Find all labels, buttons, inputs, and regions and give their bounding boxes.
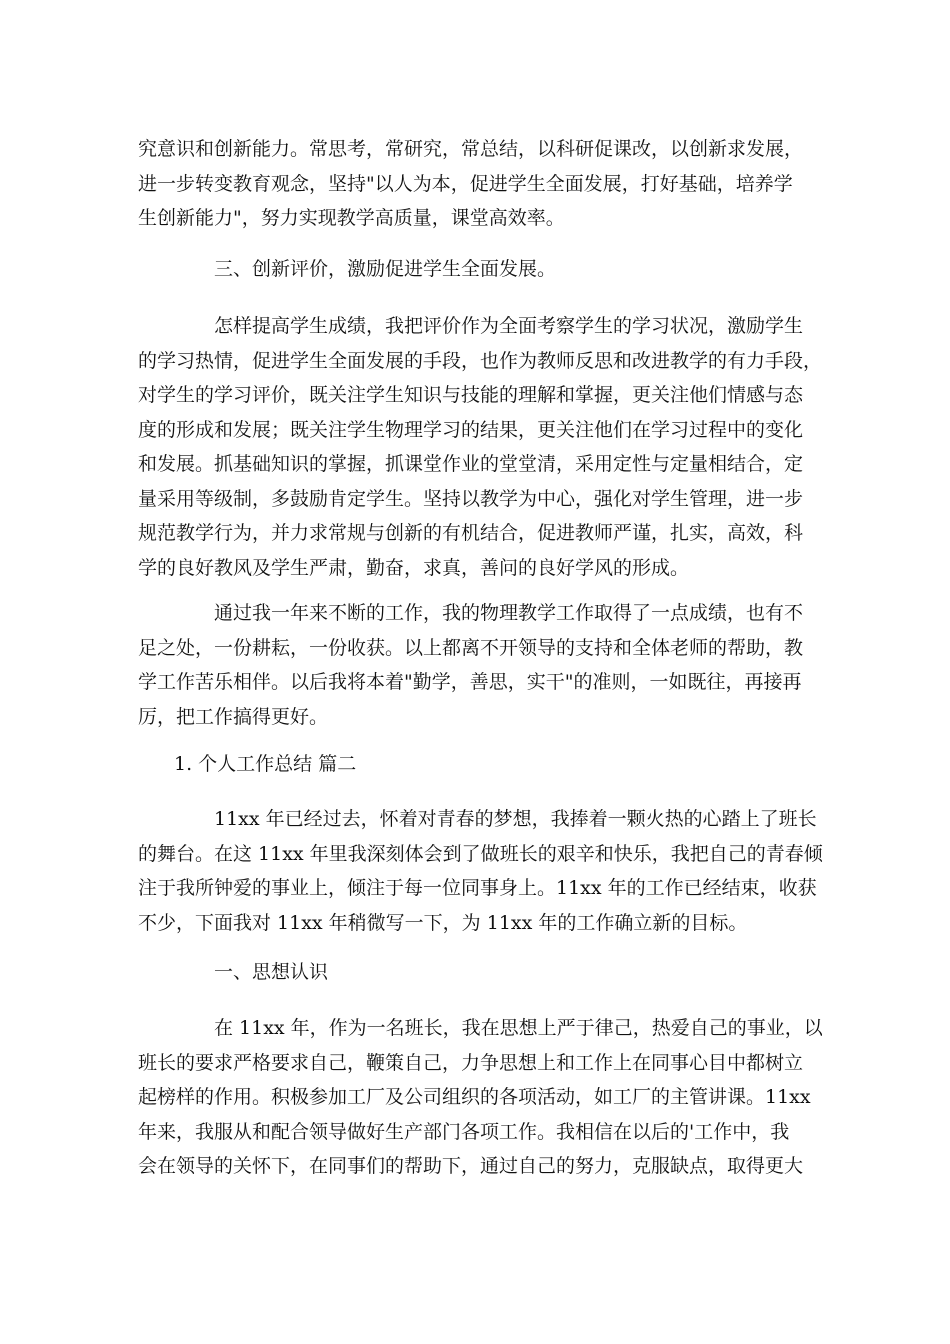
paragraph-line: 通过我一年来不断的工作，我的物理教学工作取得了一点成绩，也有不 (214, 602, 804, 624)
heading-text: 1. 个人工作总结 篇二 (174, 753, 357, 775)
paragraph-line: 生创新能力"，努力实现教学高质量，课堂高效率。 (138, 207, 565, 229)
paragraph-line: 注于我所钟爱的事业上，倾注于每一位同事身上。11xx 年的工作已经结束，收获 (138, 877, 817, 899)
article-heading (174, 747, 854, 782)
paragraph-conclusion (138, 596, 818, 734)
heading-text: 三、创新评价，激励促进学生全面发展。 (214, 258, 557, 280)
paragraph-line: 量采用等级制，多鼓励肯定学生。坚持以教学为中心，强化对学生管理，进一步 (138, 487, 804, 510)
paragraph-line: 足之处，一份耕耘，一份收获。以上都离不开领导的支持和全体老师的帮助，教 (138, 636, 804, 659)
paragraph-line: 的舞台。在这 11xx 年里我深刻体会到了做班长的艰辛和快乐，我把自己的青春倾 (138, 842, 823, 865)
paragraph-line: 会在领导的关怀下，在同事们的帮助下，通过自己的努力，克服缺点，取得更大 (138, 1155, 804, 1177)
paragraph-evaluation (138, 309, 823, 585)
paragraph-line: 不少，下面我对 11xx 年稍微写一下，为 11xx 年的工作确立新的目标。 (138, 911, 748, 934)
paragraph-line: 学的良好教风及学生严肃，勤奋，求真，善问的良好学风的形成。 (138, 556, 690, 579)
paragraph-line: 起榜样的作用。积极参加工厂及公司组织的各项活动，如工厂的主管讲课。11xx (138, 1086, 811, 1108)
paragraph-line: 进一步转变教育观念，坚持"以人为本，促进学生全面发展，打好基础，培养学 (138, 172, 793, 195)
paragraph-line: 11xx 年已经过去，怀着对青春的梦想，我捧着一颗火热的心踏上了班长 (214, 808, 817, 830)
paragraph-line: 的学习热情，促进学生全面发展的手段，也作为教师反思和改进教学的有力手段， (138, 349, 823, 372)
paragraph-line: 年来，我服从和配合领导做好生产部门各项工作。我相信在以后的'工作中，我 (138, 1120, 790, 1143)
paragraph-line: 班长的要求严格要求自己，鞭策自己，力争思想上和工作上在同事心目中都树立 (138, 1051, 804, 1074)
paragraph-line: 厉，把工作搞得更好。 (138, 705, 329, 728)
paragraph-line: 怎样提高学生成绩，我把评价作为全面考察学生的学习状况，激励学生 (214, 315, 804, 337)
paragraph-thinking (138, 1011, 823, 1184)
paragraph-research (138, 132, 818, 236)
paragraph-line: 在 11xx 年，作为一名班长，我在思想上严于律己，热爱自己的事业，以 (214, 1017, 823, 1039)
paragraph-line: 度的形成和发展；既关注学生物理学习的结果，更关注他们在学习过程中的变化 (138, 418, 804, 441)
heading-text: 一、思想认识 (214, 961, 329, 983)
paragraph-line: 规范教学行为，并力求常规与创新的有机结合，促进教师严谨，扎实，高效，科 (138, 522, 804, 544)
section-heading-thinking (214, 955, 894, 990)
paragraph-intro (138, 802, 823, 940)
paragraph-line: 究意识和创新能力。常思考，常研究，常总结，以科研促课改，以创新求发展， (138, 138, 804, 160)
paragraph-line: 和发展。抓基础知识的掌握，抓课堂作业的堂堂清，采用定性与定量相结合，定 (138, 453, 804, 475)
paragraph-line: 学工作苦乐相伴。以后我将本着"勤学，善思，实干"的准则，一如既往，再接再 (138, 671, 802, 693)
section-heading-innovative-evaluation (214, 252, 894, 287)
paragraph-line: 对学生的学习评价，既关注学生知识与技能的理解和掌握，更关注他们情感与态 (138, 384, 804, 406)
